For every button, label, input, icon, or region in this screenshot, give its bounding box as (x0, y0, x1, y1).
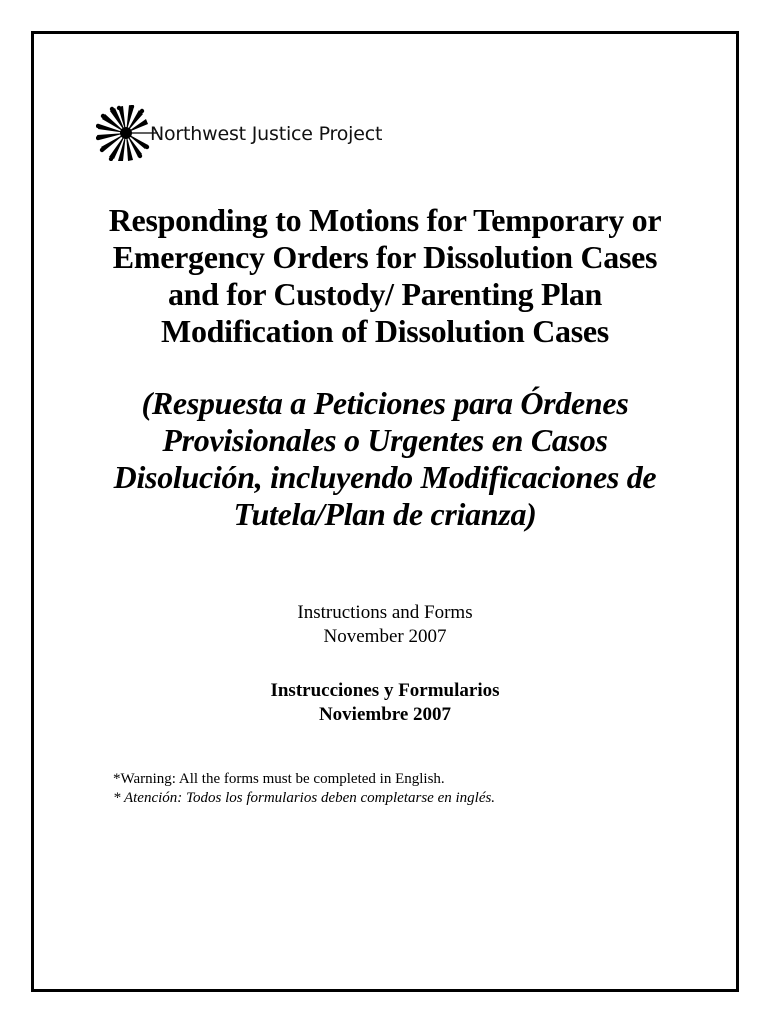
subtitle-line: (Respuesta a Peticiones para Órdenes (141, 385, 629, 421)
organization-name: Northwest Justice Project (150, 123, 383, 145)
instrucciones-date: Noviembre 2007 (318, 704, 452, 725)
organization-logo (96, 105, 382, 161)
instructions-block-spanish (60, 679, 710, 727)
sunburst-logo-icon (96, 105, 158, 161)
document-subtitle-spanish (60, 385, 710, 533)
title-line: Responding to Motions for Temporary or (108, 202, 662, 238)
instructions-block (60, 601, 710, 649)
instructions-date: November 2007 (323, 626, 447, 647)
document-title (60, 202, 710, 350)
warning-spanish: * Atención: Todos los formularios deben completarse en inglés. (113, 790, 496, 806)
title-line: Modification of Dissolution Cases (161, 313, 609, 349)
subtitle-line: Provisionales o Urgentes en Casos (162, 422, 608, 458)
warning-english: *Warning: All the forms must be completed in English. (113, 771, 445, 787)
instrucciones-label: Instrucciones y Formularios (270, 680, 500, 701)
subtitle-line: Tutela/Plan de crianza) (233, 496, 537, 532)
subtitle-line: Disolución, incluyendo Modificaciones de (113, 459, 657, 495)
instructions-label: Instructions and Forms (297, 602, 473, 623)
title-line: Emergency Orders for Dissolution Cases (112, 239, 658, 275)
title-line: and for Custody/ Parenting Plan (167, 276, 603, 312)
